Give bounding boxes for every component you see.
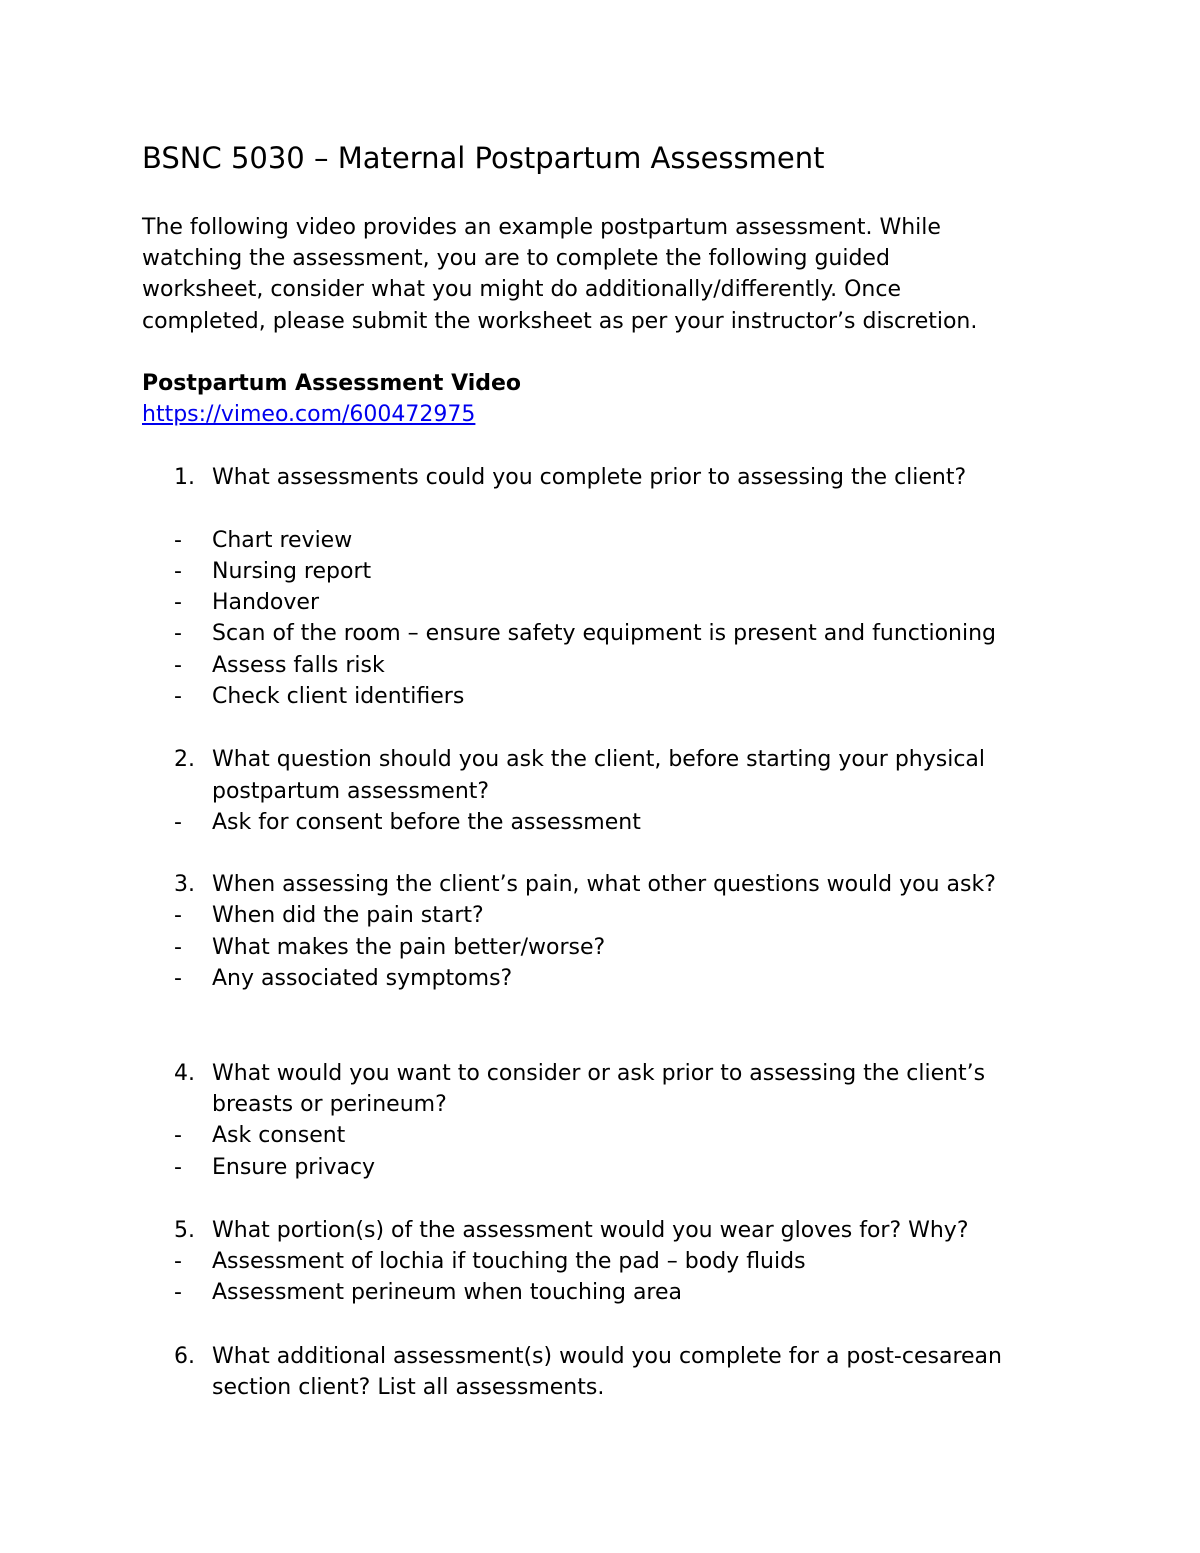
answer-text: Assessment perineum when touching area xyxy=(212,1280,683,1305)
answer-text: Nursing report xyxy=(212,559,372,584)
answer-text: Ask for consent before the assessment xyxy=(212,810,641,835)
intro-line: completed, please submit the worksheet as per your instructor’s discretion. xyxy=(142,308,978,334)
document-title: BSNC 5030 – Maternal Postpartum Assessment xyxy=(142,141,825,175)
intro-line: watching the assessment, you are to complete the following guided xyxy=(142,246,890,272)
question-text: When assessing the client’s pain, what other questions would you ask? xyxy=(212,872,996,897)
question-text: What portion(s) of the assessment would you wear gloves for? Why? xyxy=(212,1218,969,1243)
answer-text: Ask consent xyxy=(212,1123,346,1148)
question-text: What would you want to consider or ask prior to assessing the client’s xyxy=(212,1061,986,1086)
answer-text: When did the pain start? xyxy=(212,903,484,928)
question-text: What assessments could you complete prior to assessing the client? xyxy=(212,465,967,490)
question-text: What question should you ask the client, before starting your physical xyxy=(212,747,986,772)
answer-text: Assess falls risk xyxy=(212,653,385,678)
question-number: 6. xyxy=(174,1344,195,1369)
bullet-dash: - xyxy=(174,528,182,553)
question-number: 1. xyxy=(174,465,195,490)
question-number: 2. xyxy=(174,747,195,772)
answer-text: Handover xyxy=(212,590,319,615)
bullet-dash: - xyxy=(174,1123,182,1148)
bullet-dash: - xyxy=(174,621,182,646)
answer-text: Scan of the room – ensure safety equipment is present and functioning xyxy=(212,621,997,646)
bullet-dash: - xyxy=(174,903,182,928)
question-number: 4. xyxy=(174,1061,195,1086)
bullet-dash: - xyxy=(174,935,182,960)
intro-line: worksheet, consider what you might do additionally/differently. Once xyxy=(142,277,901,303)
video-link[interactable]: https://vimeo.com/600472975 xyxy=(142,402,476,427)
question-number: 5. xyxy=(174,1218,195,1243)
bullet-dash: - xyxy=(174,1249,182,1274)
bullet-dash: - xyxy=(174,1155,182,1180)
bullet-dash: - xyxy=(174,966,182,991)
answer-text: Chart review xyxy=(212,528,353,553)
question-text: breasts or perineum? xyxy=(212,1092,447,1117)
bullet-dash: - xyxy=(174,559,182,584)
bullet-dash: - xyxy=(174,653,182,678)
video-heading: Postpartum Assessment Video xyxy=(142,371,522,396)
question-number: 3. xyxy=(174,872,195,897)
bullet-dash: - xyxy=(174,1280,182,1305)
question-text: postpartum assessment? xyxy=(212,779,490,804)
bullet-dash: - xyxy=(174,810,182,835)
intro-line: The following video provides an example postpartum assessment. While xyxy=(142,215,941,240)
answer-text: Assessment of lochia if touching the pad – body fluids xyxy=(212,1249,806,1274)
answer-text: Ensure privacy xyxy=(212,1155,376,1180)
bullet-dash: - xyxy=(174,590,182,615)
bullet-dash: - xyxy=(174,684,182,709)
answer-text: Check client identifiers xyxy=(212,684,465,709)
answer-text: What makes the pain better/worse? xyxy=(212,935,606,960)
intro-paragraph xyxy=(142,212,977,337)
answer-text: Any associated symptoms? xyxy=(212,966,513,991)
question-text: What additional assessment(s) would you complete for a post-cesarean xyxy=(212,1344,1002,1369)
question-text: section client? List all assessments. xyxy=(212,1375,605,1400)
